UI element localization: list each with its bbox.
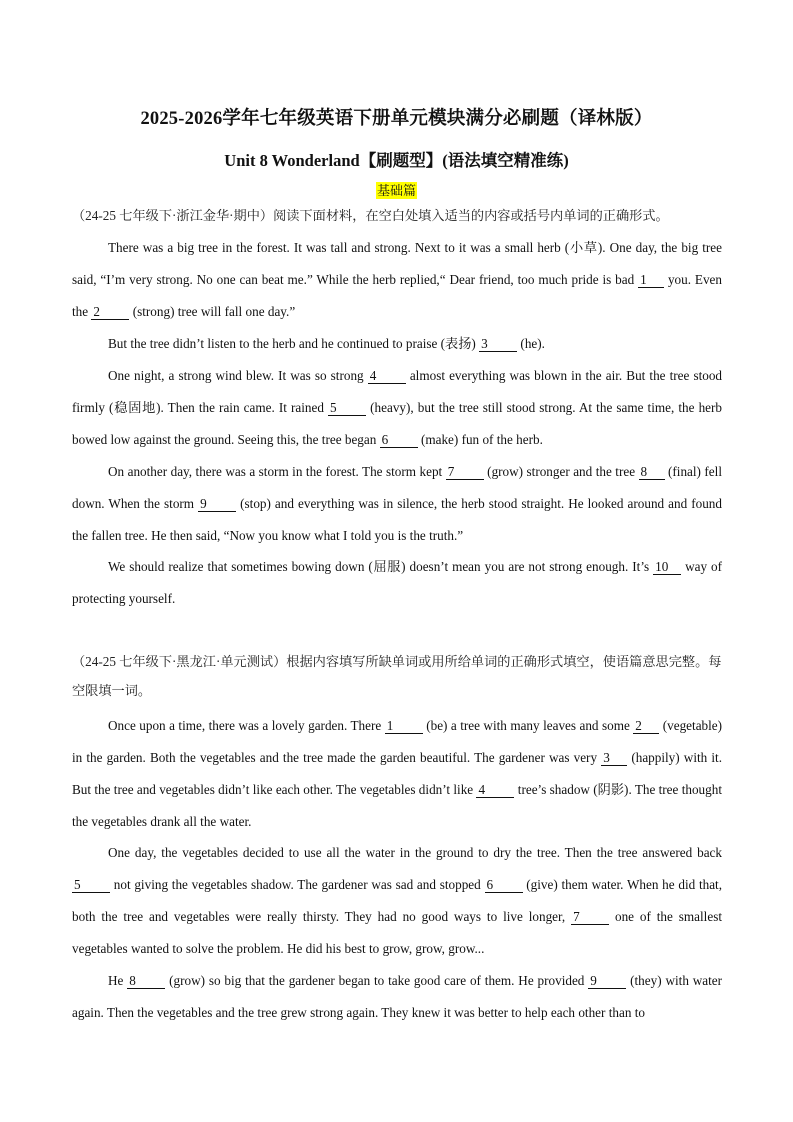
text-span: But the tree didn’t listen to the herb and he continued to praise (表扬): [108, 336, 476, 351]
text-span: tree’s shadow (阴影). The tree thought the vegetables drank all the water.: [72, 782, 722, 829]
passage2-paragraph-1: [72, 710, 722, 838]
blank-1[interactable]: 1: [385, 718, 423, 734]
text-span: (grow) so big that the gardener began to take good care of them. He provided: [169, 973, 585, 988]
text-span: (make) fun of the herb.: [420, 432, 543, 447]
text-span: He: [108, 973, 124, 988]
blank-7[interactable]: 7: [571, 909, 609, 925]
blank-5[interactable]: 5: [72, 877, 110, 893]
blank-3[interactable]: 3: [479, 336, 517, 352]
text-span: (happily) with it. But the tree and vegetables didn’t like each other. The vegetables didn’t like: [72, 750, 723, 797]
blank-8[interactable]: 8: [639, 464, 665, 480]
text-span: way of protecting yourself.: [72, 559, 722, 606]
text-span: (be) a tree with many leaves and some: [426, 718, 630, 733]
document-subtitle: Unit 8 Wonderland【刷题型】(语法填空精准练): [224, 151, 569, 170]
text-span: not giving the vegetables shadow. The gardener was sad and stopped: [113, 877, 481, 892]
text-span: (strong) tree will fall one day.”: [132, 304, 296, 319]
blank-2[interactable]: 2: [633, 718, 659, 734]
text-span: (he).: [520, 336, 545, 351]
passage2-paragraph-3: [72, 965, 722, 1029]
text-span: (heavy), but the tree still stood strong. At the same time, the herb bowed low against the ground. Seeing this, the tree began: [72, 400, 723, 447]
text-span: (stop) and everything was in silence, the herb stood straight. He looked around and found the fallen tree. He then said, “Now you know what I told you is the truth.”: [72, 496, 722, 543]
text-span: (final) fell down. When the storm: [72, 464, 722, 511]
blank-7[interactable]: 7: [446, 464, 484, 480]
blank-9[interactable]: 9: [198, 496, 236, 512]
text-span: We should realize that sometimes bowing down (屈服) doesn’t mean you are not strong enough. It’s: [108, 559, 650, 574]
section-tag: 基础篇: [376, 183, 416, 198]
blank-2[interactable]: 2: [91, 304, 129, 320]
passage1-paragraph-1: [72, 232, 722, 328]
text-span: almost everything was blown in the air. But the tree stood firmly (稳固地). Then the rain came. It rained: [72, 368, 723, 415]
blank-1[interactable]: 1: [638, 272, 664, 288]
text-span: On another day, there was a storm in the forest. The storm kept: [108, 464, 443, 479]
passage1-paragraph-5: [72, 551, 722, 615]
blank-4[interactable]: 4: [368, 368, 406, 384]
passage1-paragraph-4: [72, 456, 722, 552]
passage2-source: （24-25 七年级下·黑龙江·单元测试）根据内容填写所缺单词或用所给单词的正确形式填空，使语篇意思完整。每空限填一词。: [72, 654, 722, 698]
blank-3[interactable]: 3: [601, 750, 627, 766]
document-title: 2025-2026学年七年级英语下册单元模块满分必刷题（译林版）: [140, 109, 653, 129]
text-span: (they) with water again. Then the vegetables and the tree grew strong again. They knew it was better to help each other than to: [72, 973, 723, 1020]
blank-9[interactable]: 9: [588, 973, 626, 989]
passage1-paragraph-3: [72, 360, 722, 456]
text-span: (grow) stronger and the tree: [487, 464, 636, 479]
text-span: you. Even the: [72, 272, 722, 319]
text-span: (give) them water. When he did that, both the tree and vegetables were really thirsty. They had no good ways to live longer,: [72, 877, 723, 924]
blank-10[interactable]: 10: [653, 559, 681, 575]
text-span: Once upon a time, there was a lovely garden. There: [108, 718, 382, 733]
blank-8[interactable]: 8: [127, 973, 165, 989]
passage2-paragraph-2: [72, 837, 722, 965]
blank-5[interactable]: 5: [328, 400, 366, 416]
blank-6[interactable]: 6: [380, 432, 418, 448]
blank-4[interactable]: 4: [476, 782, 514, 798]
text-span: one of the smallest vegetables wanted to solve the problem. He did his best to grow, grow, grow...: [72, 909, 722, 956]
text-span: (vegetable) in the garden. Both the vegetables and the tree made the garden beautiful. The gardener was very: [72, 718, 723, 765]
blank-6[interactable]: 6: [485, 877, 523, 893]
passage1-source: （24-25 七年级下·浙江金华·期中）阅读下面材料，在空白处填入适当的内容或括号内单词的正确形式。: [72, 208, 669, 223]
text-span: One night, a strong wind blew. It was so strong: [108, 368, 364, 383]
passage1-paragraph-2: [72, 328, 722, 360]
text-span: There was a big tree in the forest. It was tall and strong. Next to it was a small herb (小草). One day, the big tree said, “I’m very strong. No one can beat me.” While the herb replied,“ Dear friend, too much pride is bad: [72, 240, 722, 287]
text-span: One day, the vegetables decided to use all the water in the ground to dry the tree. Then the tree answered back: [108, 845, 722, 860]
section-tag-wrap: [0, 180, 793, 200]
